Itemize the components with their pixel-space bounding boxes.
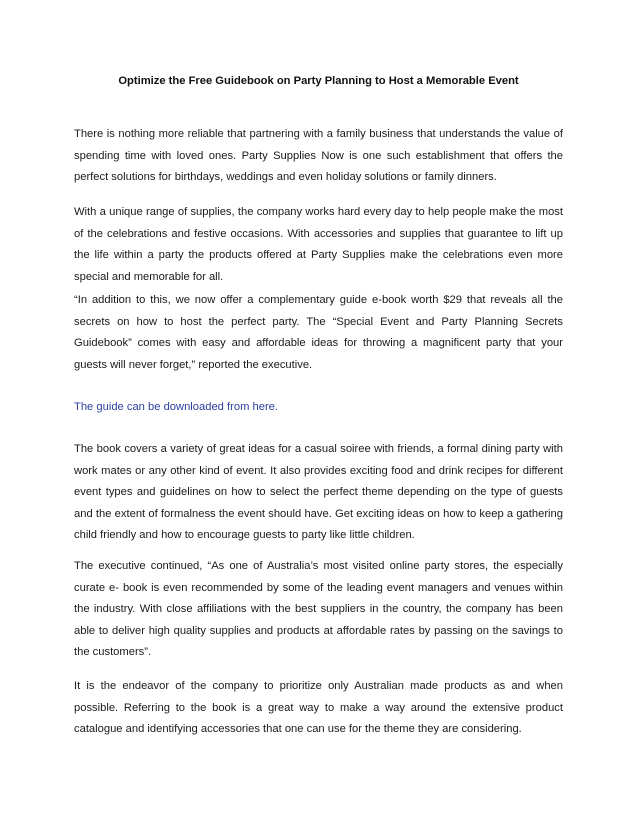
- paragraph-range: With a unique range of supplies, the company works hard every day to help people make the most of the celebrations and festive occasions. With accessories and supplies that guarantee to lift up the life within a party the products offered at Party Supplies make the celebrations even more special and memorable for all.: [74, 206, 563, 283]
- paragraph-quote: “In addition to this, we now offer a complementary guide e-book worth $29 that reveals all the secrets on how to host the perfect party. The “Special Event and Party Planning Secrets Guidebook” comes with easy and affordable ideas for throwing a magnificent party that your guests will never forget,” reported the executive.: [74, 294, 563, 371]
- paragraph-executive: The executive continued, “As one of Australia’s most visited online party stores, the especially curate e- book is even recommended by some of the leading event managers and venues within the industry. With close affiliations with the best suppliers in the country, the company has been able to deliver high quality supplies and products at affordable rates by passing on the savings to the customers”.: [74, 560, 563, 658]
- document-title: Optimize the Free Guidebook on Party Planning to Host a Memorable Event: [118, 75, 519, 87]
- download-link[interactable]: The guide can be downloaded from here.: [74, 401, 278, 413]
- paragraph-endeavor: It is the endeavor of the company to prioritize only Australian made products as and when possible. Referring to the book is a great way to make a way around the extensive product catalogue and identifying accessories that one can use for the theme they are considering.: [74, 680, 563, 735]
- paragraph-intro: There is nothing more reliable that partnering with a family business that understands the value of spending time with loved ones. Party Supplies Now is one such establishment that offers the perfect solutions for birthdays, weddings and even holiday solutions or family dinners.: [74, 128, 563, 183]
- download-paragraph: [74, 397, 563, 419]
- paragraph-book-content: The book covers a variety of great ideas for a casual soiree with friends, a formal dining party with work mates or any other kind of event. It also provides exciting food and drink recipes for different event types and guidelines on how to select the perfect theme depending on the type of guests and the extent of formalness the event should have. Get exciting ideas on how to keep a gathering child friendly and how to encourage guests to party like little children.: [74, 443, 563, 541]
